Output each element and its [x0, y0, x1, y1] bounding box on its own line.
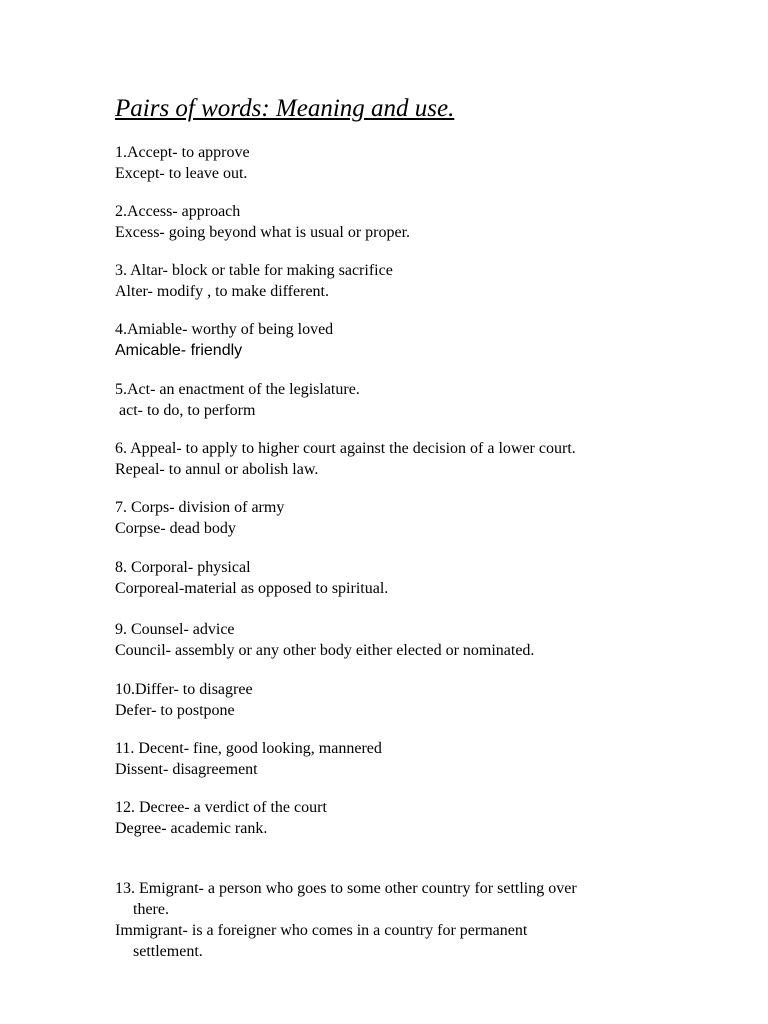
- entry-line: Council- assembly or any other body either elected or nominated.: [115, 642, 535, 659]
- entry-line: there.: [133, 901, 169, 918]
- list-item: [115, 619, 534, 661]
- entry-line: 3. Altar- block or table for making sacrifice: [115, 262, 393, 279]
- entry-line: 9. Counsel- advice: [115, 621, 235, 638]
- list-item: [115, 319, 333, 361]
- list-item: [115, 557, 388, 599]
- entry-line: Except- to leave out.: [115, 165, 248, 182]
- entry-line: 4.Amiable- worthy of being loved: [115, 321, 334, 338]
- entry-line: Repeal- to annul or abolish law.: [115, 461, 319, 478]
- entry-line: Dissent- disagreement: [115, 761, 258, 778]
- list-item: [115, 142, 250, 184]
- list-item: [115, 797, 327, 839]
- list-item: [115, 260, 393, 302]
- entry-line: 2.Access- approach: [115, 203, 241, 220]
- entry-line: act- to do, to perform: [119, 402, 256, 419]
- entry-line: Alter- modify , to make different.: [115, 283, 329, 300]
- list-item: [115, 738, 382, 780]
- list-item: [115, 438, 576, 480]
- entry-line: settlement.: [133, 943, 203, 960]
- page-title: Pairs of words: Meaning and use.: [115, 95, 455, 122]
- entry-line: Degree- academic rank.: [115, 820, 268, 837]
- entry-line: 12. Decree- a verdict of the court: [115, 799, 327, 816]
- list-item: [115, 497, 284, 539]
- entry-line: Corporeal-material as opposed to spiritual.: [115, 580, 389, 597]
- entry-line: 10.Differ- to disagree: [115, 681, 253, 698]
- entry-line: 11. Decent- fine, good looking, mannered: [115, 740, 382, 757]
- list-item: [115, 201, 410, 243]
- list-item: [115, 379, 360, 421]
- entry-line: Corpse- dead body: [115, 520, 236, 537]
- entry-line: Amicable- friendly: [115, 342, 243, 359]
- list-item: [115, 878, 577, 962]
- entry-line: 13. Emigrant- a person who goes to some other country for settling over: [115, 880, 577, 897]
- entry-line: Immigrant- is a foreigner who comes in a country for permanent: [115, 922, 528, 939]
- list-item: [115, 679, 253, 721]
- entry-line: 8. Corporal- physical: [115, 559, 251, 576]
- entry-line: 5.Act- an enactment of the legislature.: [115, 381, 360, 398]
- entry-line: 6. Appeal- to apply to higher court against the decision of a lower court.: [115, 440, 576, 457]
- entry-line: 7. Corps- division of army: [115, 499, 285, 516]
- entry-line: Excess- going beyond what is usual or proper.: [115, 224, 411, 241]
- entry-line: 1.Accept- to approve: [115, 144, 250, 161]
- entry-line: Defer- to postpone: [115, 702, 235, 719]
